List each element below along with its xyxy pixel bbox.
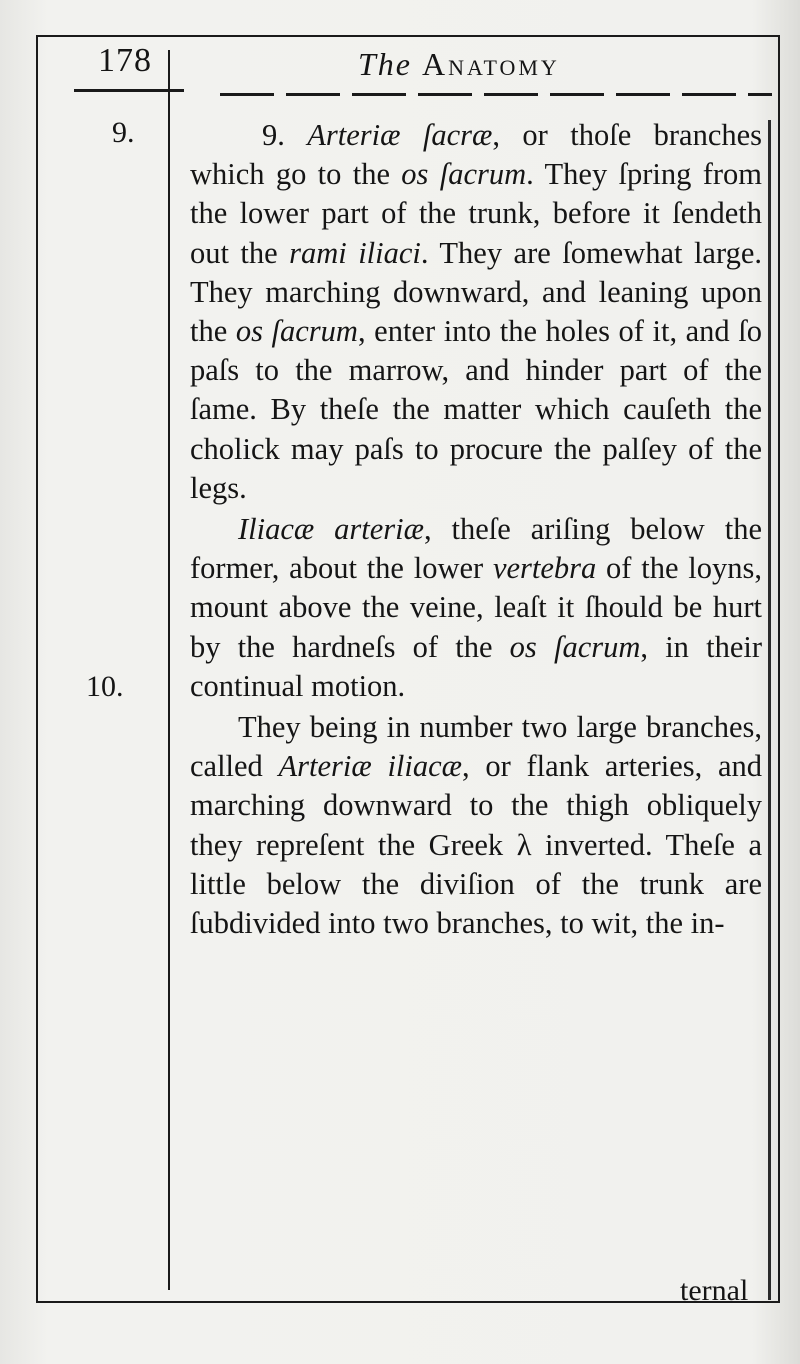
- running-title-main: Anatomy: [422, 46, 560, 82]
- term-os-sacrum: os ſacrum: [509, 629, 641, 664]
- text-run: , or flank arteries, and marching downward to the thigh obliquely they repreſent the Greek: [190, 749, 763, 862]
- body-text: [190, 116, 762, 943]
- text-run: , enter into the holes of it, and ſo paſs to the marrow, and hinder part of the ſame. By theſe the matter which cauſeth the cholick may paſs to procure the palſey of the legs.: [190, 314, 762, 505]
- term-arteriae-iliacae: Arteriæ iliacæ: [278, 749, 463, 784]
- page-number: 178: [98, 42, 152, 79]
- catchword: ternal: [680, 1274, 749, 1307]
- term-os-sacrum: os ſacrum: [235, 314, 358, 349]
- running-title-article: The: [358, 46, 412, 82]
- term-os-sacrum: os ſacrum: [401, 157, 527, 192]
- text-block-right-border: [768, 120, 771, 1300]
- paragraph-9-number: 9.: [262, 118, 285, 152]
- text-run: They being in number two large branches, called: [190, 710, 762, 784]
- paragraph-10: [190, 510, 762, 706]
- greek-lambda: λ: [516, 827, 532, 862]
- text-run: of the loyns, mount above the veine, leaſt it ſhould be hurt by the hardneſs of the: [190, 551, 762, 664]
- text-run: inverted. Theſe a little below the diviſion of the trunk are ſubdivided into two branches, to wit, the in-: [190, 827, 762, 941]
- header-rule-left: [74, 89, 184, 92]
- running-title: [358, 46, 560, 83]
- text-run: , in their continual motion.: [190, 629, 762, 703]
- paragraph-branches: [190, 708, 762, 943]
- paragraph-9: [190, 116, 762, 508]
- term-arteriae-sacrae: Arteriæ ſacræ: [307, 118, 493, 152]
- text-run: , or thoſe branches which go to the: [190, 118, 763, 192]
- margin-note-9: 9.: [112, 116, 135, 149]
- margin-note-10: 10.: [86, 670, 124, 703]
- margin-column-divider: [168, 50, 170, 1290]
- term-iliacae-arteriae: Iliacæ arteriæ: [238, 512, 424, 547]
- header-rule-right: [220, 93, 772, 96]
- text-run: . They ſpring from the lower part of the trunk, before it ſendeth out the: [190, 157, 762, 270]
- term-vertebra: vertebra: [492, 551, 597, 586]
- term-rami-iliaci: rami iliaci: [289, 235, 421, 270]
- text-run: , theſe ariſing below the former, about the lower: [190, 512, 762, 586]
- text-run: . They are ſomewhat large. They marching downward, and leaning upon the: [190, 235, 762, 349]
